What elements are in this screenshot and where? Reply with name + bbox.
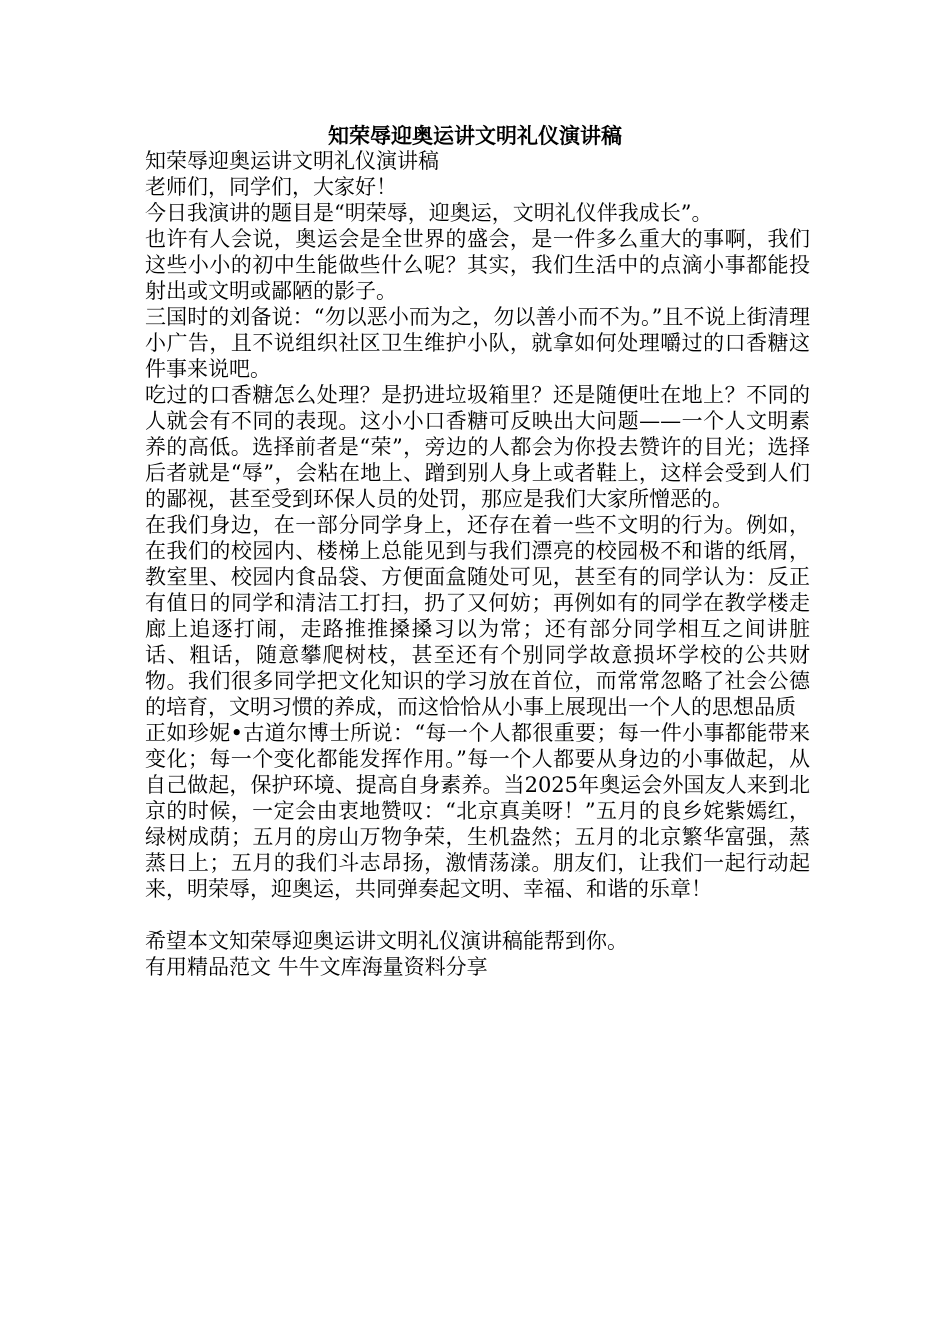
footer-line: 有用精品范文 牛牛文库海量资料分享 <box>145 955 488 979</box>
paragraph-intro: 也许有人会说，奥运会是全世界的盛会，是一件多么重大的事啊，我们这些小小的初中生能做些什么呢？其实，我们生活中的点滴小事都能投射出或文明或鄙陋的影子。 <box>145 227 810 303</box>
paragraph-subtitle: 知荣辱迎奥运讲文明礼仪演讲稿 <box>145 149 439 173</box>
document-title: 知荣辱迎奥运讲文明礼仪演讲稿 <box>328 123 622 148</box>
closing-line: 希望本文知荣辱迎奥运讲文明礼仪演讲稿能帮到你。 <box>145 929 628 953</box>
paragraph-chewing-gum: 吃过的口香糖怎么处理？是扔进垃圾箱里？还是随便吐在地上？不同的人就会有不同的表现。这小小口香糖可反映出大问题——一个人文明素养的高低。选择前者是“荣”，旁边的人都会为你投去赞许的目光；选择后者就是“辱”，会粘在地上、蹭到别人身上或者鞋上，这样会受到人们的鄙视，甚至受到环保人员的处罚，那应是我们大家所憎恶的。 <box>145 383 810 511</box>
blank-line <box>145 902 810 928</box>
paragraph-greeting: 老师们，同学们，大家好！ <box>145 175 397 199</box>
paragraph-uncivilized-behavior: 在我们身边，在一部分同学身上，还存在着一些不文明的行为。例如，在我们的校园内、楼梯上总能见到与我们漂亮的校园极不和谐的纸屑，教室里、校园内食品袋、方便面盒随处可见，甚至有的同学认为：反正有值日的同学和清洁工打扫，扔了又何妨；再例如有的同学在教学楼走廊上追逐打闹，走路推推搡搡习以为常；还有部分同学相互之间讲脏话、粗话，随意攀爬树枝，甚至还有个别同学故意损坏学校的公共财物。我们很多同学把文化知识的学习放在首位，而常常忽略了社会公德的培育，文明习惯的养成，而这恰恰从小事上展现出一个人的思想品质 <box>145 513 810 719</box>
paragraph-topic: 今日我演讲的题目是“明荣辱，迎奥运，文明礼仪伴我成长”。 <box>145 201 713 225</box>
paragraph-liubei-quote: 三国时的刘备说：“勿以恶小而为之，勿以善小而不为。”且不说上街清理小广告，且不说组织社区卫生维护小队，就拿如何处理嚼过的口香糖这件事来说吧。 <box>145 305 810 381</box>
document-body <box>145 148 810 980</box>
paragraph-conclusion: 正如珍妮•古道尔博士所说：“每一个人都很重要；每一件小事都能带来变化；每一个变化都能发挥作用。”每一个人都要从身边的小事做起，从自己做起，保护环境、提高自身素养。当2025年奥运会外国友人来到北京的时候，一定会由衷地赞叹：“北京真美呀！”五月的良乡姹紫嫣红，绿树成荫；五月的房山万物争荣，生机盎然；五月的北京繁华富强，蒸蒸日上；五月的我们斗志昂扬，激情荡漾。朋友们，让我们一起行动起来，明荣辱，迎奥运，共同弹奏起文明、幸福、和谐的乐章！ <box>145 721 810 901</box>
